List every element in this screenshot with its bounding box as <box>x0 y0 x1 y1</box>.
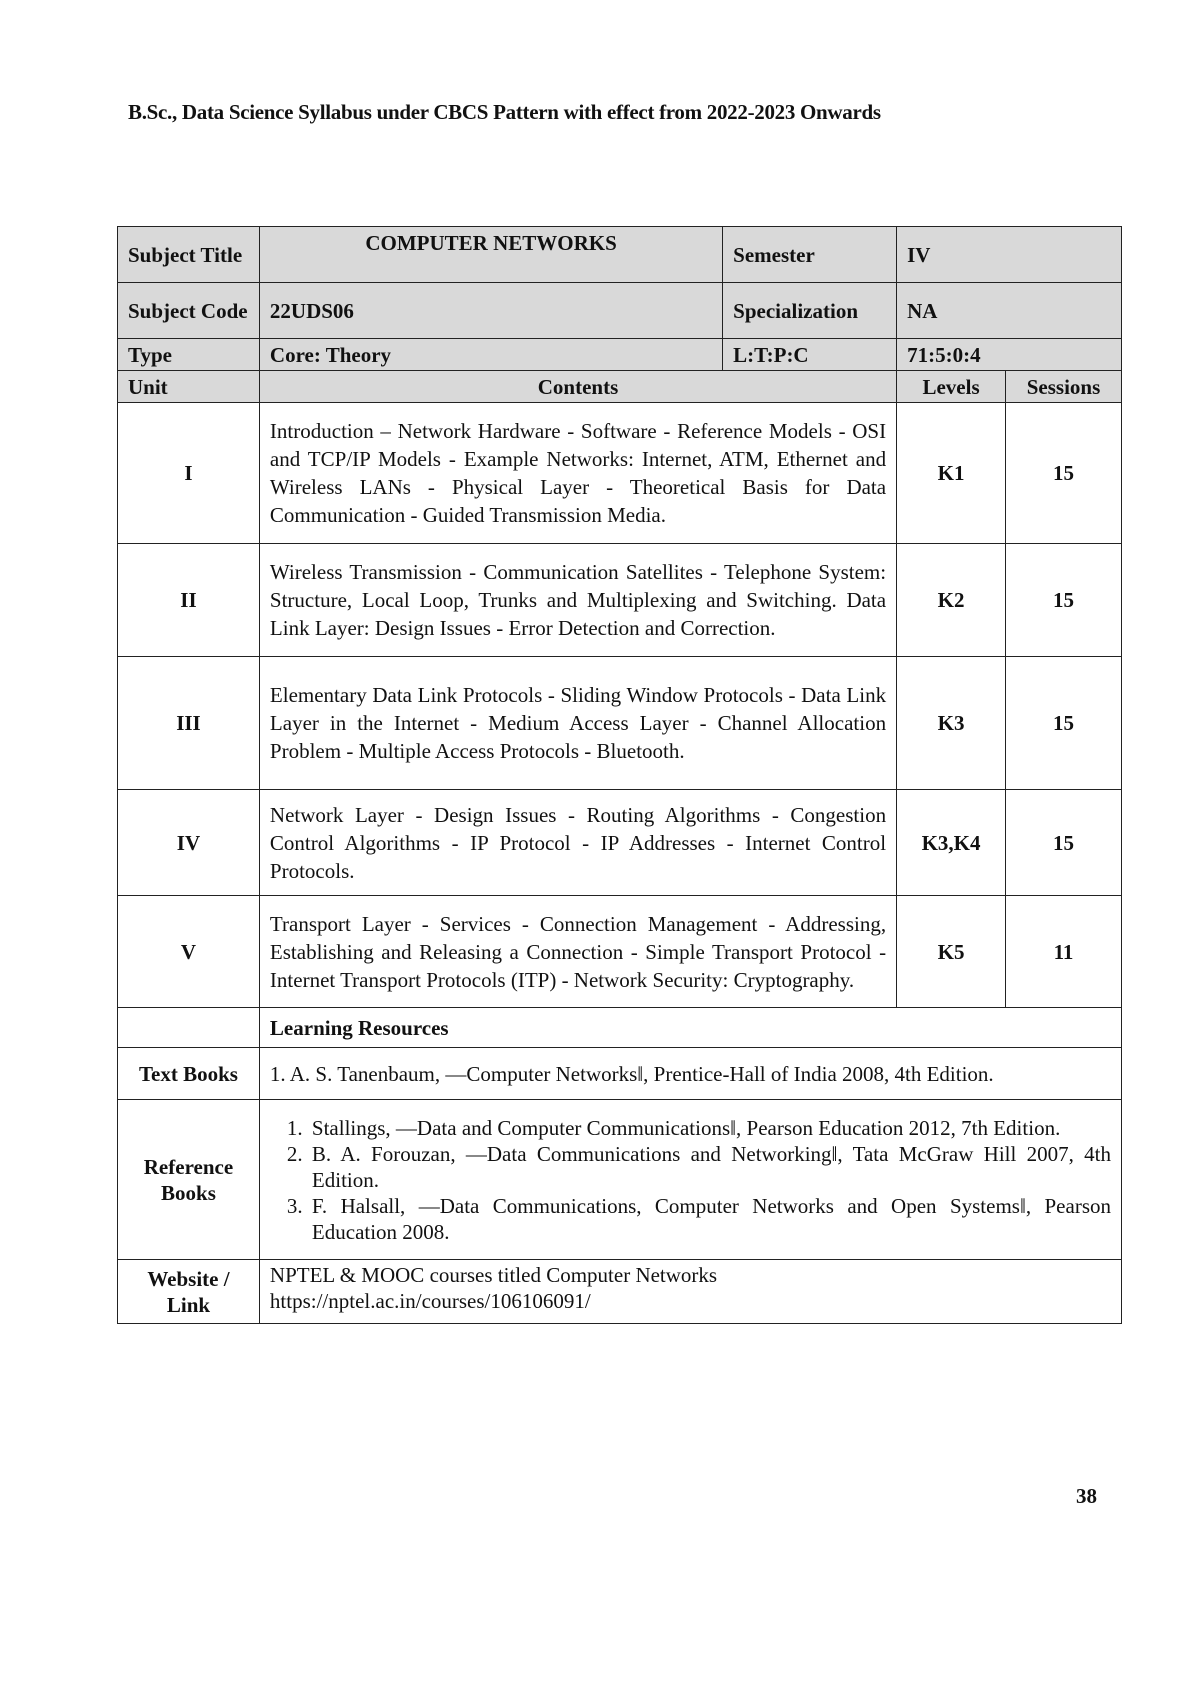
page-header: B.Sc., Data Science Syllabus under CBCS Pattern with effect from 2022-2023 Onwards <box>128 100 881 124</box>
specialization-label: Specialization <box>723 283 897 339</box>
unit-sessions: 15 <box>1006 790 1122 896</box>
unit-sessions: 15 <box>1006 403 1122 544</box>
reference-books-list <box>270 1115 1111 1245</box>
website-row <box>118 1260 1122 1324</box>
levels-header: Levels <box>897 371 1006 403</box>
reference-book-item: 3. F. Halsall, ―Data Communications, Computer Networks and Open Systems‖, Pearson Education 2008. <box>308 1193 1111 1245</box>
reference-book-item: 2. B. A. Forouzan, ―Data Communications and Networking‖, Tata McGraw Hill 2007, 4th Edition. <box>308 1141 1111 1193</box>
website-link[interactable]: https://nptel.ac.in/courses/106106091/ <box>269 1289 591 1313</box>
unit-number: V <box>118 896 260 1008</box>
unit-row <box>118 790 1122 896</box>
unit-sessions: 11 <box>1006 896 1122 1008</box>
type-value: Core: Theory <box>259 339 722 371</box>
subject-title-row <box>118 227 1122 283</box>
website-description: NPTEL & MOOC courses titled Computer Networks <box>269 1263 718 1287</box>
unit-level: K5 <box>897 896 1006 1008</box>
unit-header: Unit <box>118 371 260 403</box>
semester-value: IV <box>897 227 1122 283</box>
column-header-row <box>118 371 1122 403</box>
subject-code-value: 22UDS06 <box>259 283 722 339</box>
specialization-value: NA <box>897 283 1122 339</box>
unit-contents: Network Layer - Design Issues - Routing Algorithms - Congestion Control Algorithms - IP Protocol - IP Addresses - Internet Control Protocols. <box>259 790 896 896</box>
unit-contents: Transport Layer - Services - Connection Management - Addressing, Establishing and Releasing a Connection - Simple Transport Protocol - Internet Transport Protocols (ITP) - Network Security: Cryptography. <box>259 896 896 1008</box>
text-books-row <box>118 1048 1122 1100</box>
unit-sessions: 15 <box>1006 657 1122 790</box>
website-label: Website / Link <box>118 1260 260 1324</box>
ltpc-value: 71:5:0:4 <box>897 339 1122 371</box>
unit-row <box>118 403 1122 544</box>
text-books-label: Text Books <box>118 1048 260 1100</box>
reference-book-item: 1. Stallings, ―Data and Computer Communications‖, Pearson Education 2012, 7th Edition. <box>308 1115 1111 1141</box>
sessions-header: Sessions <box>1006 371 1122 403</box>
unit-sessions: 15 <box>1006 544 1122 657</box>
unit-contents: Elementary Data Link Protocols - Sliding Window Protocols - Data Link Layer in the Internet - Medium Access Layer - Channel Allocation Problem - Multiple Access Protocols - Bluetooth. <box>259 657 896 790</box>
unit-level: K1 <box>897 403 1006 544</box>
unit-number: III <box>118 657 260 790</box>
ltpc-label: L:T:P:C <box>723 339 897 371</box>
type-row <box>118 339 1122 371</box>
contents-header: Contents <box>259 371 896 403</box>
unit-level: K3,K4 <box>897 790 1006 896</box>
subject-title-label: Subject Title <box>118 227 260 283</box>
type-label: Type <box>118 339 260 371</box>
unit-level: K2 <box>897 544 1006 657</box>
unit-contents: Introduction – Network Hardware - Software - Reference Models - OSI and TCP/IP Models - Example Networks: Internet, ATM, Ethernet and Wireless LANs - Physical Layer - Theoretical Basis for Data Communication - Guided Transmission Media. <box>259 403 896 544</box>
text-books-value: 1. A. S. Tanenbaum, ―Computer Networks‖, Prentice-Hall of India 2008, 4th Edition. <box>259 1048 1121 1100</box>
syllabus-table <box>117 226 1122 1324</box>
unit-level: K3 <box>897 657 1006 790</box>
unit-row <box>118 657 1122 790</box>
unit-number: II <box>118 544 260 657</box>
reference-books-label: Reference Books <box>118 1100 260 1260</box>
unit-number: I <box>118 403 260 544</box>
unit-contents: Wireless Transmission - Communication Satellites - Telephone System: Structure, Local Loop, Trunks and Multiplexing and Switching. Data Link Layer: Design Issues - Error Detection and Correction. <box>259 544 896 657</box>
website-cell <box>259 1260 1121 1324</box>
page-number: 38 <box>1076 1484 1097 1508</box>
subject-code-row <box>118 283 1122 339</box>
unit-row <box>118 896 1122 1008</box>
reference-books-list-cell <box>259 1100 1121 1260</box>
learning-resources-row <box>118 1008 1122 1048</box>
reference-books-row <box>118 1100 1122 1260</box>
semester-label: Semester <box>723 227 897 283</box>
unit-number: IV <box>118 790 260 896</box>
unit-row <box>118 544 1122 657</box>
learning-resources-heading: Learning Resources <box>259 1008 1121 1048</box>
subject-title-value: COMPUTER NETWORKS <box>259 227 722 283</box>
subject-code-label: Subject Code <box>118 283 260 339</box>
